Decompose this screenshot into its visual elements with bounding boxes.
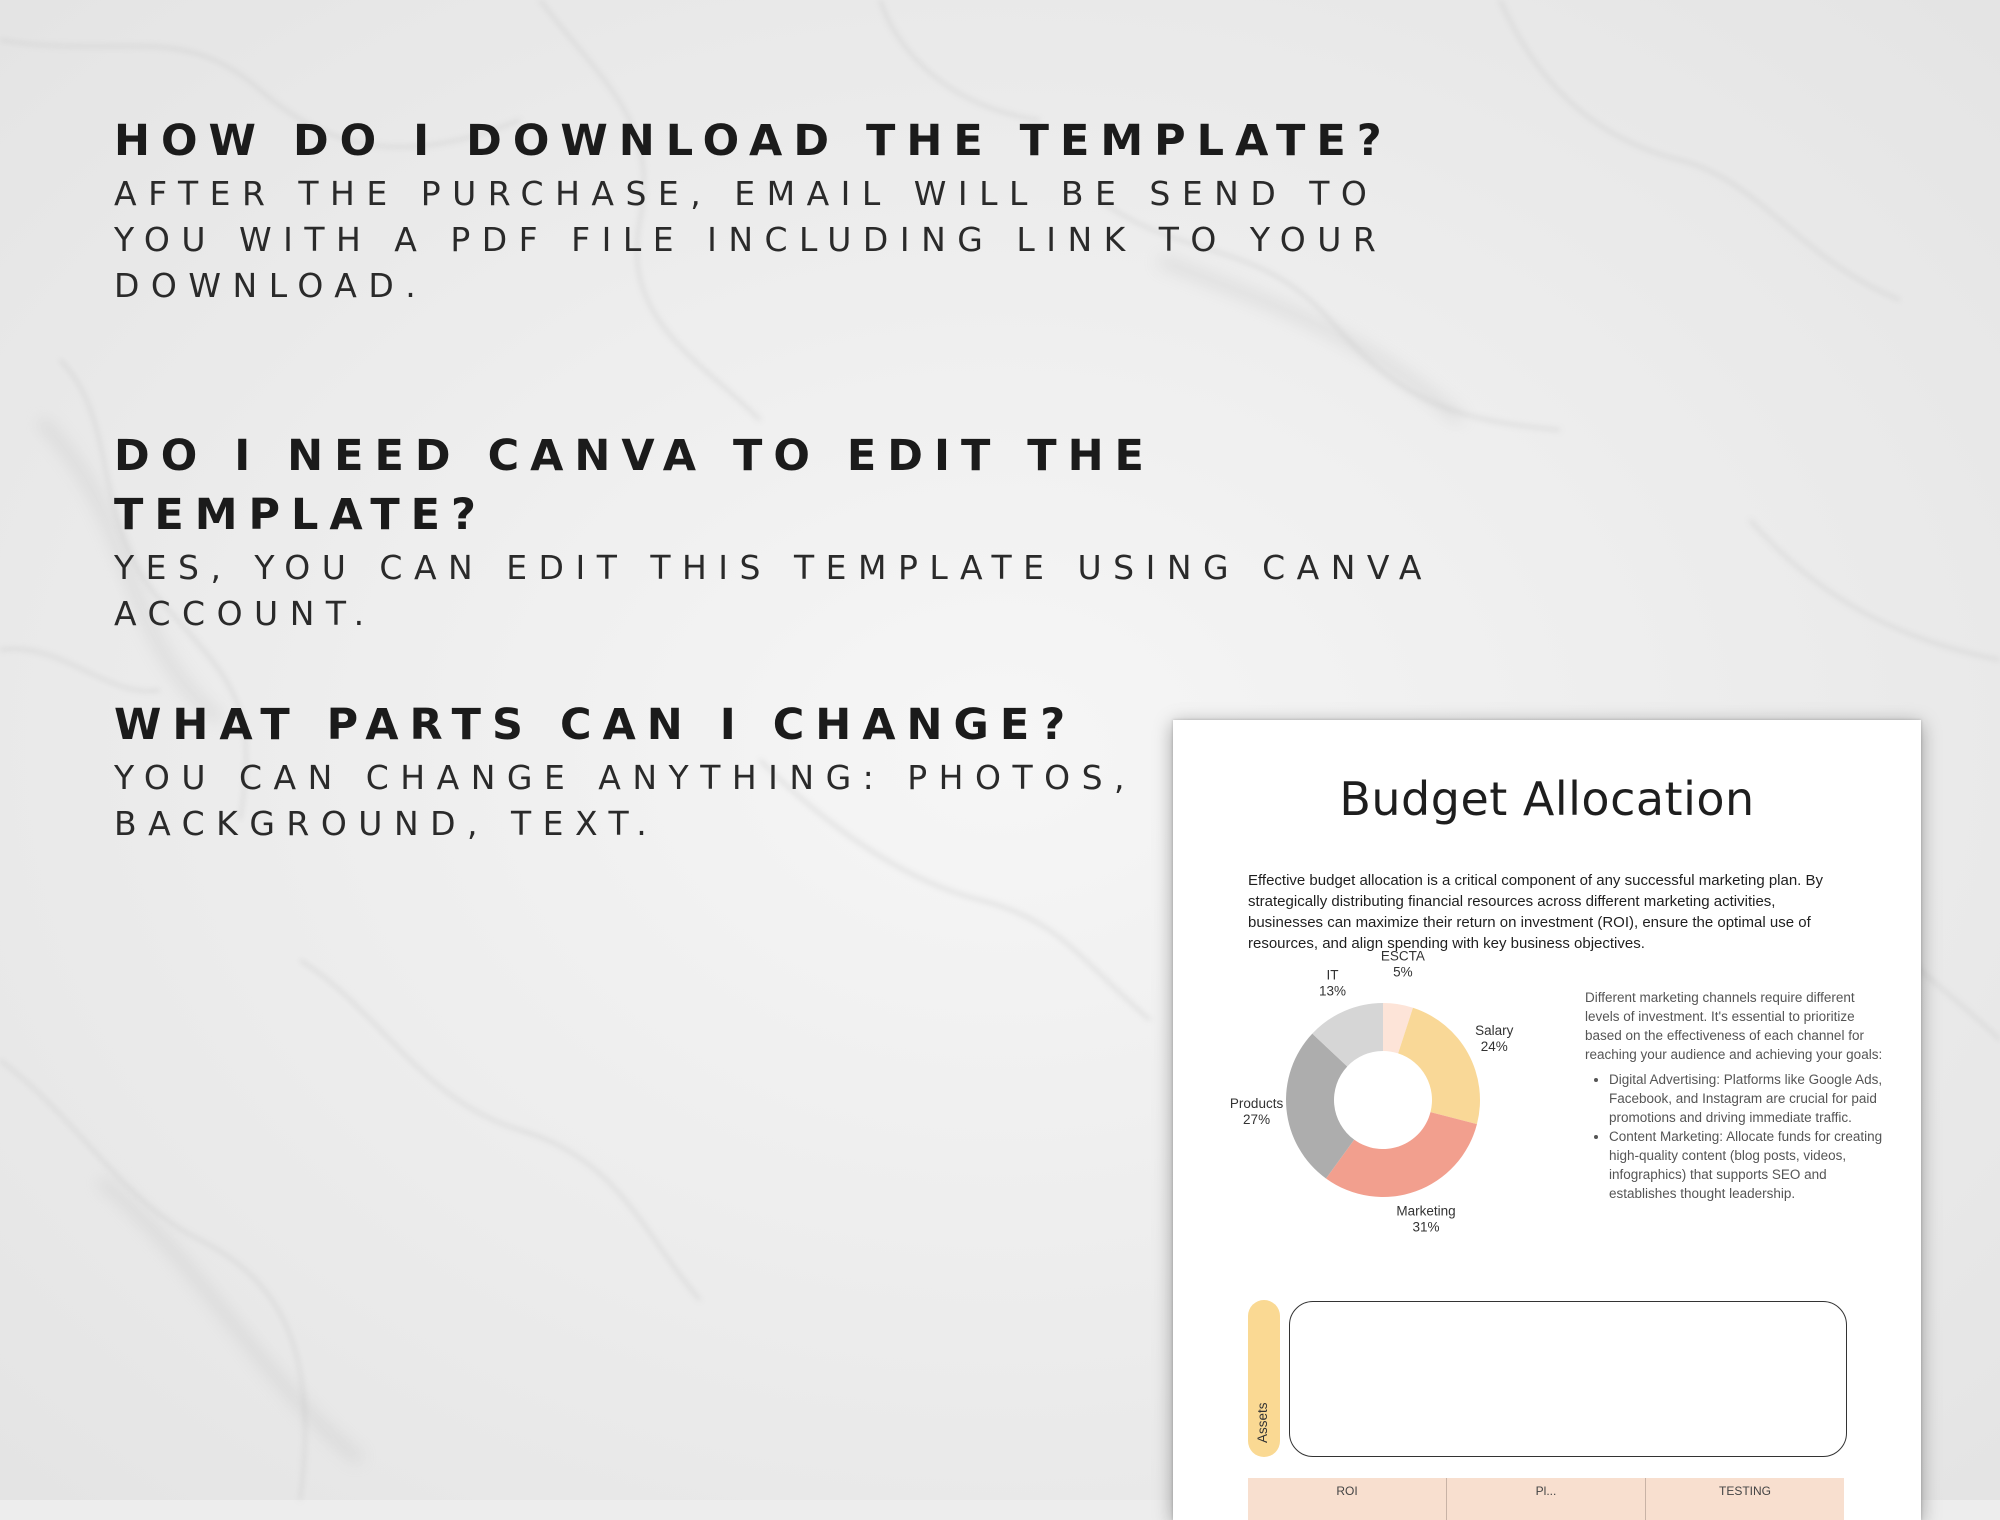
faq-question: WHAT PARTS CAN I CHANGE? <box>114 700 1077 750</box>
bullet-item: • Content Marketing: Allocate funds for creating high-quality content (blog posts, videos, infographics) that supports SEO and establishes thought leadership. <box>1609 1127 1885 1203</box>
table-header-cell: Pl... <box>1447 1478 1646 1520</box>
template-preview-page <box>1173 720 1921 1520</box>
document-title: Budget Allocation <box>1339 772 1755 826</box>
faq-question: HOW DO I DOWNLOAD THE TEMPLATE? <box>114 116 1393 166</box>
document-intro: Effective budget allocation is a critical component of any successful marketing plan. By strategically distributing financial resources across different marketing activities, businesses can maximize their return on investment (ROI), ensure the optimal use of resources, and align spending with key business objectives. <box>1248 872 1824 952</box>
table-header-row <box>1248 1478 1844 1520</box>
assets-label: Assets <box>1255 1402 1270 1443</box>
pie-value-label: 5% <box>1393 964 1413 980</box>
side-text-block <box>1585 988 1885 1203</box>
pie-category-label: Products <box>1229 1095 1284 1111</box>
faq-answer: AFTER THE PURCHASE, EMAIL WILL BE SEND TO YOU WITH A PDF FILE INCLUDING LINK TO YOUR DOWNLOAD. <box>114 174 1388 305</box>
pie-slice-salary <box>1398 1008 1480 1124</box>
faq-item <box>114 112 1434 309</box>
faq-answer: YES, YOU CAN EDIT THIS TEMPLATE USING CANVA ACCOUNT. <box>114 548 1433 633</box>
assets-tab <box>1248 1300 1280 1457</box>
pie-category-label: ESCTA <box>1380 948 1425 964</box>
pie-category-label: IT <box>1326 967 1339 983</box>
pie-slice-marketing <box>1326 1112 1477 1197</box>
faq-question: DO I NEED CANVA TO EDIT THE TEMPLATE? <box>114 431 1155 540</box>
bullet-item: • Digital Advertising: Platforms like Google Ads, Facebook, and Instagram are crucial for paid promotions and driving immediate traffic. <box>1609 1070 1885 1127</box>
pie-value-label: 31% <box>1412 1219 1440 1235</box>
side-paragraph: Different marketing channels require different levels of investment. It's essential to prioritize based on the effectiveness of each channel for reaching your audience and achieving your goals: <box>1585 990 1883 1062</box>
table-header-cell: ROI <box>1248 1478 1447 1520</box>
pie-category-label: Marketing <box>1396 1203 1456 1219</box>
pie-value-label: 27% <box>1243 1111 1271 1127</box>
assets-box <box>1289 1301 1847 1457</box>
table-header-cell: TESTING <box>1718 1484 1771 1498</box>
faq-item <box>114 427 1434 637</box>
budget-donut-chart <box>1213 948 1543 1280</box>
faq-answer: YOU CAN CHANGE ANYTHING: PHOTOS, BACKGROUND, TEXT. <box>114 758 1137 843</box>
pie-category-label: Salary <box>1475 1022 1514 1038</box>
bullet-list <box>1585 1070 1885 1203</box>
pie-value-label: 13% <box>1319 983 1347 999</box>
pie-value-label: 24% <box>1480 1038 1508 1054</box>
